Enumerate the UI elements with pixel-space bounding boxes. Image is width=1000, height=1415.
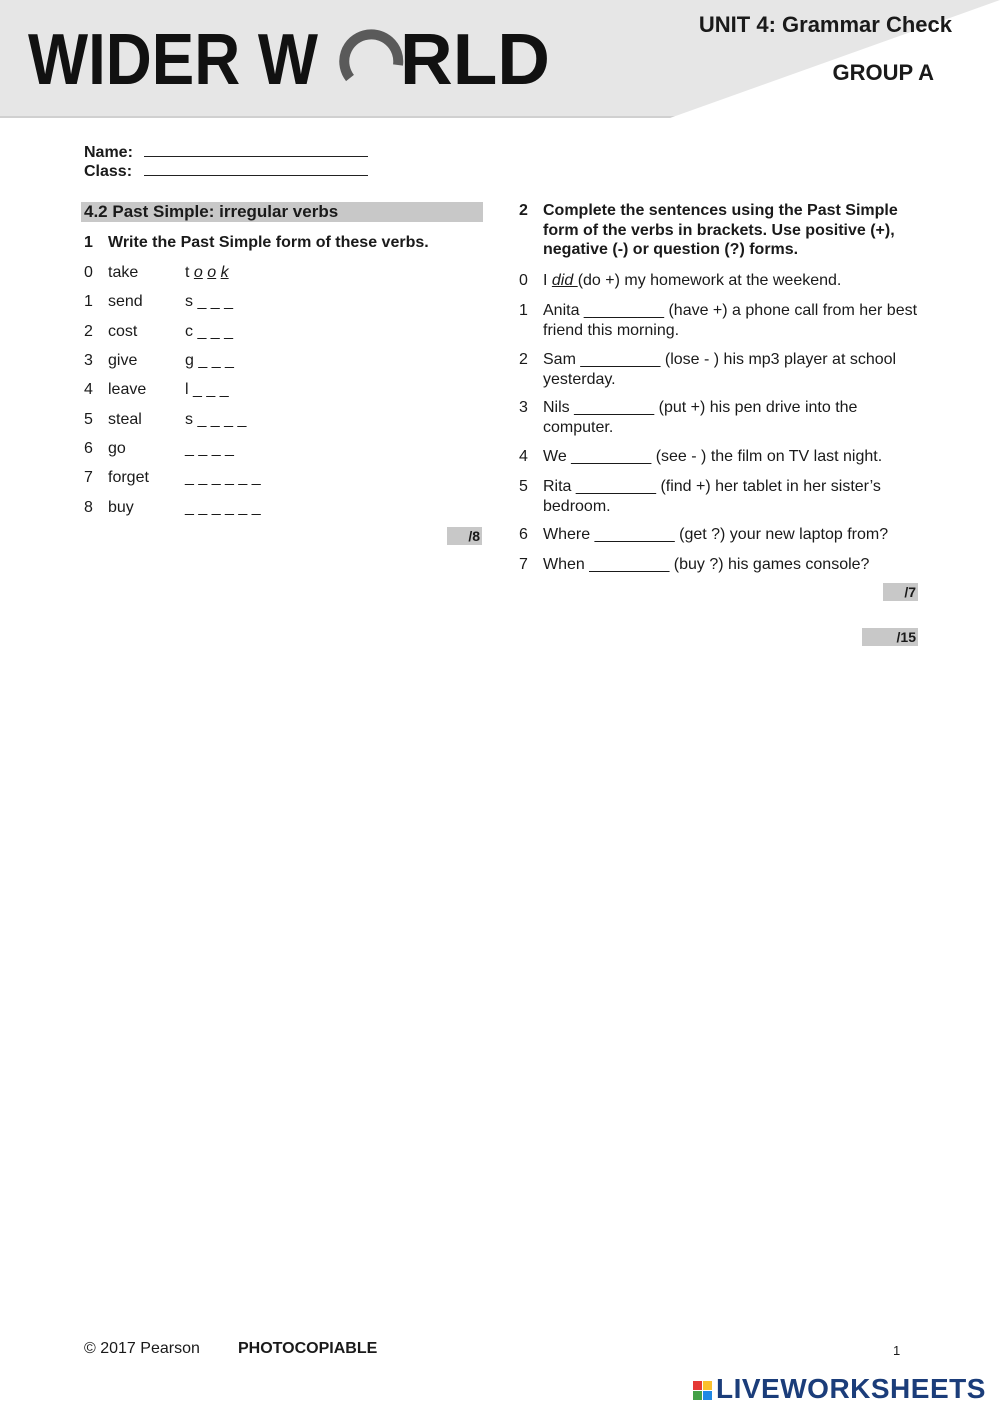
item-number: 4 xyxy=(84,381,93,398)
sentence-end: (put +) his pen drive into the computer. xyxy=(543,399,858,436)
exercise1-score: /8 xyxy=(447,527,482,545)
liveworksheets-watermark: LIVEWORKSHEETS xyxy=(716,1373,986,1404)
exercise2-number: 2 xyxy=(519,202,528,219)
verb: buy xyxy=(108,499,134,516)
sentence xyxy=(543,301,919,340)
item-number: 1 xyxy=(519,302,528,319)
sentence-start: Sam xyxy=(543,351,581,368)
name-row xyxy=(84,144,368,162)
item-number: 2 xyxy=(519,351,528,368)
exercise1-instruction xyxy=(84,233,484,253)
sentence xyxy=(543,447,919,467)
exercise1-number: 1 xyxy=(84,234,93,251)
answer-blank[interactable]: _________ xyxy=(583,302,665,319)
svg-text:WIDER W: WIDER W xyxy=(28,20,319,100)
item-number: 3 xyxy=(519,399,528,416)
answer-blank[interactable]: _________ xyxy=(574,399,655,416)
sentence-start: We xyxy=(543,448,572,465)
class-label: Class: xyxy=(84,163,133,180)
sentence xyxy=(543,350,919,389)
name-label: Name: xyxy=(84,144,133,161)
sentence-end: (find +) her tablet in her sister’s bedroom. xyxy=(543,478,881,515)
item-number: 3 xyxy=(84,352,93,369)
answer-blank[interactable]: _________ xyxy=(589,556,670,573)
name-field[interactable] xyxy=(144,144,368,157)
item-number: 7 xyxy=(84,469,93,486)
verb: forget xyxy=(108,469,149,486)
unit-title: UNIT 4: Grammar Check xyxy=(698,12,952,37)
wider-world-logo xyxy=(28,20,553,100)
answer-blank[interactable]: s _ _ _ xyxy=(185,293,234,310)
item-number: 2 xyxy=(84,323,93,340)
copyright: © 2017 Pearson xyxy=(84,1340,200,1357)
sentence-end: (lose - ) his mp3 player at school yesterday. xyxy=(543,351,897,388)
total-score: /15 xyxy=(862,628,918,646)
sentence-end: (see - ) the film on TV last night. xyxy=(651,448,883,465)
svg-text:RLD: RLD xyxy=(400,20,550,100)
sentence-end: (have +) a phone call from her best friend this morning. xyxy=(543,302,918,339)
sentence-end: (get ?) your new laptop from? xyxy=(674,526,889,543)
sentence-end: (do +) my homework at the weekend. xyxy=(577,272,842,289)
verb: send xyxy=(108,293,143,310)
item-number: 6 xyxy=(519,526,528,543)
sentence-start: When xyxy=(543,556,590,573)
answer-blank[interactable]: _________ xyxy=(580,351,661,368)
answer-blank[interactable]: c _ _ _ xyxy=(185,323,234,340)
verb: steal xyxy=(108,411,142,428)
answer-blank[interactable]: _ _ _ _ _ _ xyxy=(185,499,261,516)
sentence-start: Rita xyxy=(543,478,576,495)
section-title: 4.2 Past Simple: irregular verbs xyxy=(81,202,483,222)
sentence-start: Where xyxy=(543,526,595,543)
answer-blank[interactable]: s _ _ _ _ xyxy=(185,411,247,428)
answer-blank[interactable]: _ _ _ _ _ _ xyxy=(185,469,261,486)
exercise1-text: Write the Past Simple form of these verbs. xyxy=(108,234,429,251)
item-number: 7 xyxy=(519,556,528,573)
sentence-start: Nils xyxy=(543,399,575,416)
verb: take xyxy=(108,264,139,281)
answer-blank[interactable]: _________ xyxy=(594,526,675,543)
answer-blank[interactable]: _ _ _ _ xyxy=(185,440,234,457)
exercise2-score: /7 xyxy=(883,583,918,601)
verb: leave xyxy=(108,381,147,398)
sentence-end: (buy ?) his games console? xyxy=(669,556,870,573)
sentence xyxy=(543,525,919,545)
sentence xyxy=(543,477,919,516)
answer-blank[interactable]: g _ _ _ xyxy=(185,352,234,369)
sentence xyxy=(543,398,919,437)
example-answer: did xyxy=(551,272,578,289)
sentence-start: I xyxy=(543,272,552,289)
class-field[interactable] xyxy=(144,163,368,176)
verb: go xyxy=(108,440,126,457)
page-number: 1 xyxy=(893,1343,901,1358)
item-number: 0 xyxy=(519,272,528,289)
example-answer: t o o k xyxy=(185,264,229,281)
item-number: 1 xyxy=(84,293,93,310)
item-number: 4 xyxy=(519,448,528,465)
item-number: 5 xyxy=(84,411,93,428)
group-label: GROUP A xyxy=(832,60,934,85)
sentence xyxy=(543,555,919,575)
photocopiable-label: PHOTOCOPIABLE xyxy=(238,1340,378,1357)
sentence xyxy=(543,271,919,291)
item-number: 5 xyxy=(519,478,528,495)
sentence-start: Anita xyxy=(543,302,584,319)
exercise2-text: Complete the sentences using the Past Simple form of the verbs in brackets. Use positive (+), negative (-) or question (?) forms. xyxy=(543,202,898,258)
item-number: 6 xyxy=(84,440,93,457)
answer-blank[interactable]: _________ xyxy=(571,448,652,465)
verb: give xyxy=(108,352,138,369)
answer-blank[interactable]: _________ xyxy=(575,478,656,495)
verb: cost xyxy=(108,323,138,340)
answer-blank[interactable]: l _ _ _ xyxy=(185,381,229,398)
item-number: 0 xyxy=(84,264,93,281)
item-number: 8 xyxy=(84,499,93,516)
exercise2-instruction xyxy=(519,201,929,261)
class-row xyxy=(84,163,368,181)
